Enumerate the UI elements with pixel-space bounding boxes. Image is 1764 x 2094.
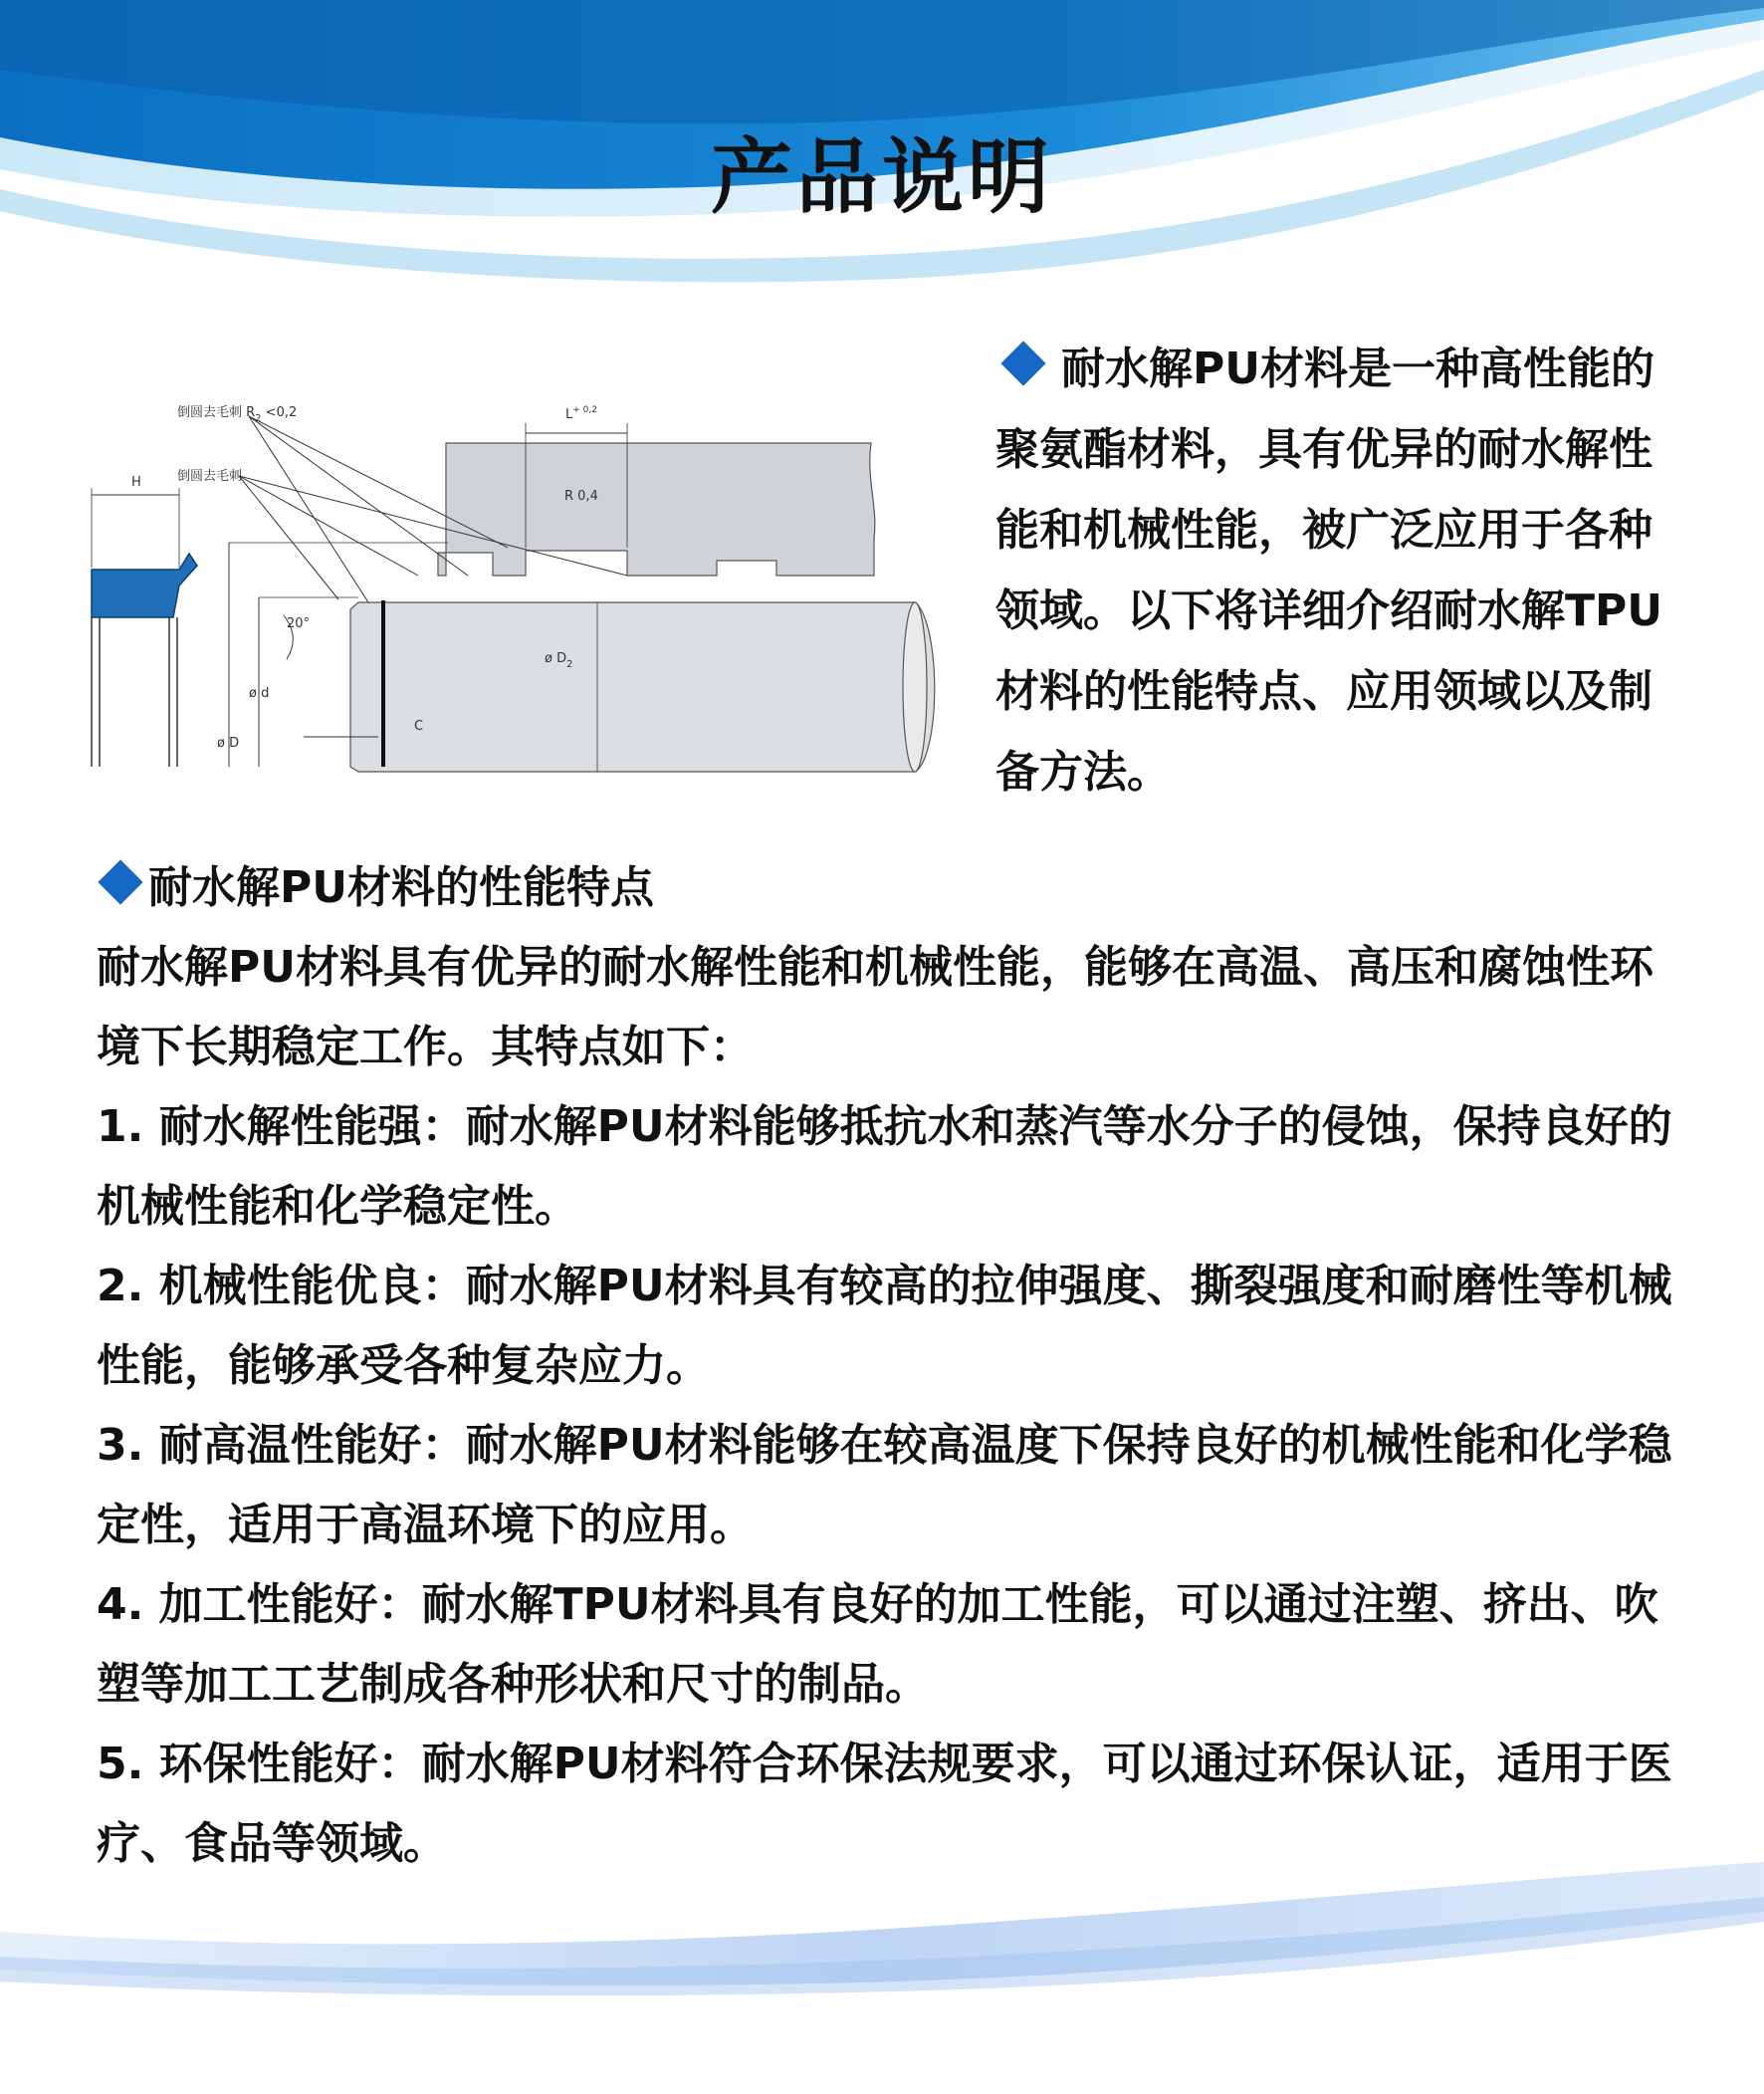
diamond-bullet-icon [98,859,142,904]
label-H: H [131,475,141,490]
seal-installation-diagram [70,388,946,777]
feature-item: 5. 环保性能好：耐水解PU材料符合环保法规要求，可以通过环保认证，适用于医疗、食品等领域。 [97,1739,1672,1869]
footer-wave [0,1852,1764,2094]
section-heading-text: 耐水解PU材料的性能特点 [148,862,654,913]
label-r04: R 0,4 [564,489,598,504]
label-chamfer: 倒圆去毛刺 [177,469,243,484]
label-L: $L^{+ 0,2}$ [565,405,597,422]
rod-body [350,602,935,772]
label-d: ø d [249,686,270,701]
intro-text: 耐水解PU材料是一种高性能的聚氨酯材料，具有优异的耐水解性能和机械性能，被广泛应用于各种领域。以下将详细介绍耐水解TPU材料的性能特点、应用领域以及制备方法。 [995,344,1662,798]
feature-item: 4. 加工性能好：耐水解TPU材料具有良好的加工性能，可以通过注塑、挤出、吹塑等加工工艺制成各种形状和尺寸的制品。 [97,1579,1658,1710]
diamond-bullet-icon [1000,341,1045,385]
features-section [97,848,1689,1884]
housing-block [438,443,875,576]
label-D: ø D [217,736,240,751]
label-D2: ø $D_2$ [545,651,573,670]
feature-item: 1. 耐水解性能强：耐水解PU材料能够抵抗水和蒸汽等水分子的侵蚀，保持良好的机械性能和化学稳定性。 [97,1101,1672,1232]
seal-cross-section [92,554,197,617]
feature-item: 3. 耐高温性能好：耐水解PU材料能够在较高温度下保持良好的机械性能和化学稳定性，适用于高温环境下的应用。 [97,1420,1672,1550]
label-C: C [414,719,424,734]
section-heading [97,848,1689,928]
page-title: 产品说明 [710,129,1053,225]
intro-block [995,329,1692,813]
label-chamfer-r2: 倒圆去毛刺 $R_2 <0,2$ [177,405,298,424]
label-angle: 20° [287,616,311,631]
section-intro-paragraph: 耐水解PU材料具有优异的耐水解性能和机械性能，能够在高温、高压和腐蚀性环境下长期稳定工作。其特点如下： [97,942,1654,1072]
feature-item: 2. 机械性能优良：耐水解PU材料具有较高的拉伸强度、撕裂强度和耐磨性等机械性能，能够承受各种复杂应力。 [97,1261,1672,1391]
